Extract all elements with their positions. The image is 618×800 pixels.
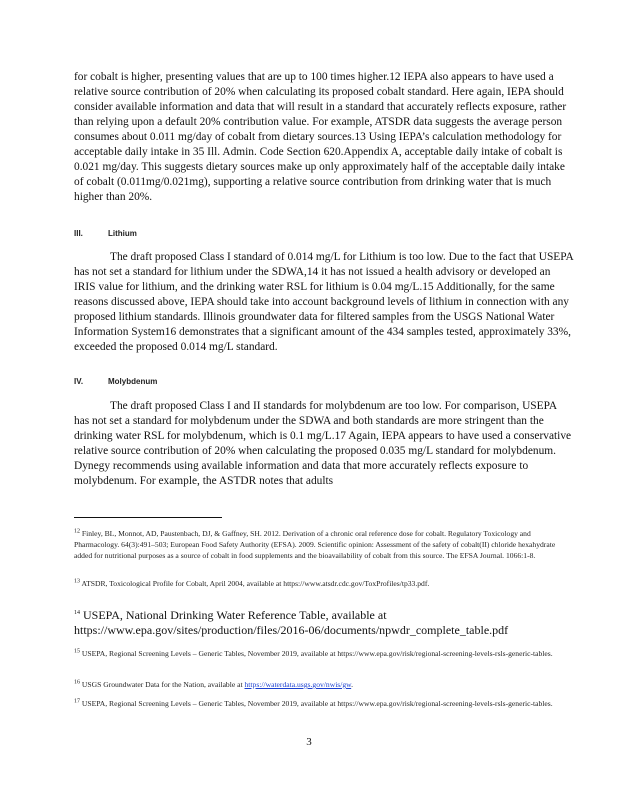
footnote-12 <box>74 528 574 561</box>
footnote-15 <box>74 648 574 659</box>
footnote-number: 17 <box>74 698 80 705</box>
footnote-14 <box>74 608 574 638</box>
footnote-13 <box>74 578 574 589</box>
section-heading-lithium <box>74 229 137 238</box>
molybdenum-paragraph: The draft proposed Class I and II standards for molybdenum are too low. For comparison, USEPA has not set a standard for molybdenum under the SDWA and both standards are more stringent than the drinking water RSL for molybdenum, which is 0.1 mg/L.17 Again, IEPA appears to have used a conservative relative source contribution of 20% when calculating the proposed 0.035 mg/L standard for molybdenum. Dynegy recommends using available information and data that more accurately reflects exposure to molybdenum. For example, the ASTDR notes that adults <box>74 400 572 487</box>
footnote-text: ATSDR, Toxicological Profile for Cobalt, April 2004, available at https://www.atsdr.cdc.gov/ToxProfiles/tp33.pdf. <box>81 579 430 588</box>
footnote-number: 16 <box>74 679 80 686</box>
cobalt-paragraph: for cobalt is higher, presenting values that are up to 100 times higher.12 IEPA also appears to have used a relative source contribution of 20% when calculating its proposed cobalt standard. Here again, IEPA should consider available information and data that will result in a standard that accurately reflects exposure, rather than relying upon a default 20% contribution value. For example, ATSDR data suggests the average person consumes about 0.011 mg/day of cobalt from dietary sources.13 Using IEPA’s calculation methodology for acceptable daily intake in 35 Ill. Admin. Code Section 620.Appendix A, acceptable daily intake of cobalt is 0.021 mg/day. This suggests dietary sources make up only approximately half of the acceptable daily intake of cobalt (0.011mg/0.021mg), supporting a relative source contribution from drinking water that is much higher than 20%. <box>74 71 567 203</box>
footnote-17 <box>74 698 574 709</box>
footnote-number: 12 <box>74 528 80 535</box>
section-title: Molybdenum <box>108 377 158 386</box>
footnote-text: USEPA, National Drinking Water Reference Table, available at https://www.epa.gov/sites/production/files/2016-06/documents/npwdr_complete_table.pdf <box>74 608 509 637</box>
footnote-number: 15 <box>74 648 80 655</box>
footnote-text: USGS Groundwater Data for the Nation, available at <box>81 680 245 689</box>
section-number: IV. <box>74 377 84 386</box>
footnote-suffix: . <box>351 680 354 689</box>
page-number: 3 <box>306 736 312 748</box>
section-number: III. <box>74 229 83 238</box>
lithium-paragraph: The draft proposed Class I standard of 0.014 mg/L for Lithium is too low. Due to the fact that USEPA has not set a standard for lithium under the SDWA,14 it has not issued a health advisory or developed an IRIS value for lithium, and the drinking water RSL for lithium is 0.04 mg/L.15 Additionally, for the same reasons discussed above, IEPA should take into account background levels of lithium in connection with any proposed lithium standards. Illinois groundwater data for filtered samples from the USGS National Water Information System16 demonstrates that a significant amount of the 434 samples tested, approximately 33%, exceeded the proposed 0.014 mg/L standard. <box>74 251 574 353</box>
footnote-number: 13 <box>74 578 80 585</box>
section-title: Lithium <box>108 229 137 238</box>
usgs-waterdata-link[interactable]: https://waterdata.usgs.gov/nwis/gw <box>244 680 352 689</box>
footnote-text: Finley, BL, Monnot, AD, Paustenbach, DJ, & Gaffney, SH. 2012. Derivation of a chronic oral reference dose for cobalt. Regulatory Toxicology and Pharmacology. 64(3):491–503; European Food Safety Authority (EFSA). 2009. Scientific opinion: Assessment of the safety of cobalt(II) chloride hexahydrate added for nutritional purposes as a source of cobalt in food supplements and the bioavailability of cobalt from this source. The EFSA Journal. 1066:1-8. <box>74 529 556 560</box>
footnote-text: USEPA, Regional Screening Levels – Generic Tables, November 2019, available at https://www.epa.gov/risk/regional-screening-levels-rsls-generic-tables. <box>81 649 553 658</box>
footnote-text: USEPA, Regional Screening Levels – Generic Tables, November 2019, available at https://www.epa.gov/risk/regional-screening-levels-rsls-generic-tables. <box>81 699 553 708</box>
footnote-16 <box>74 679 574 690</box>
footnote-separator <box>74 517 222 518</box>
section-heading-molybdenum <box>74 377 157 386</box>
footnote-number: 14 <box>74 610 80 616</box>
